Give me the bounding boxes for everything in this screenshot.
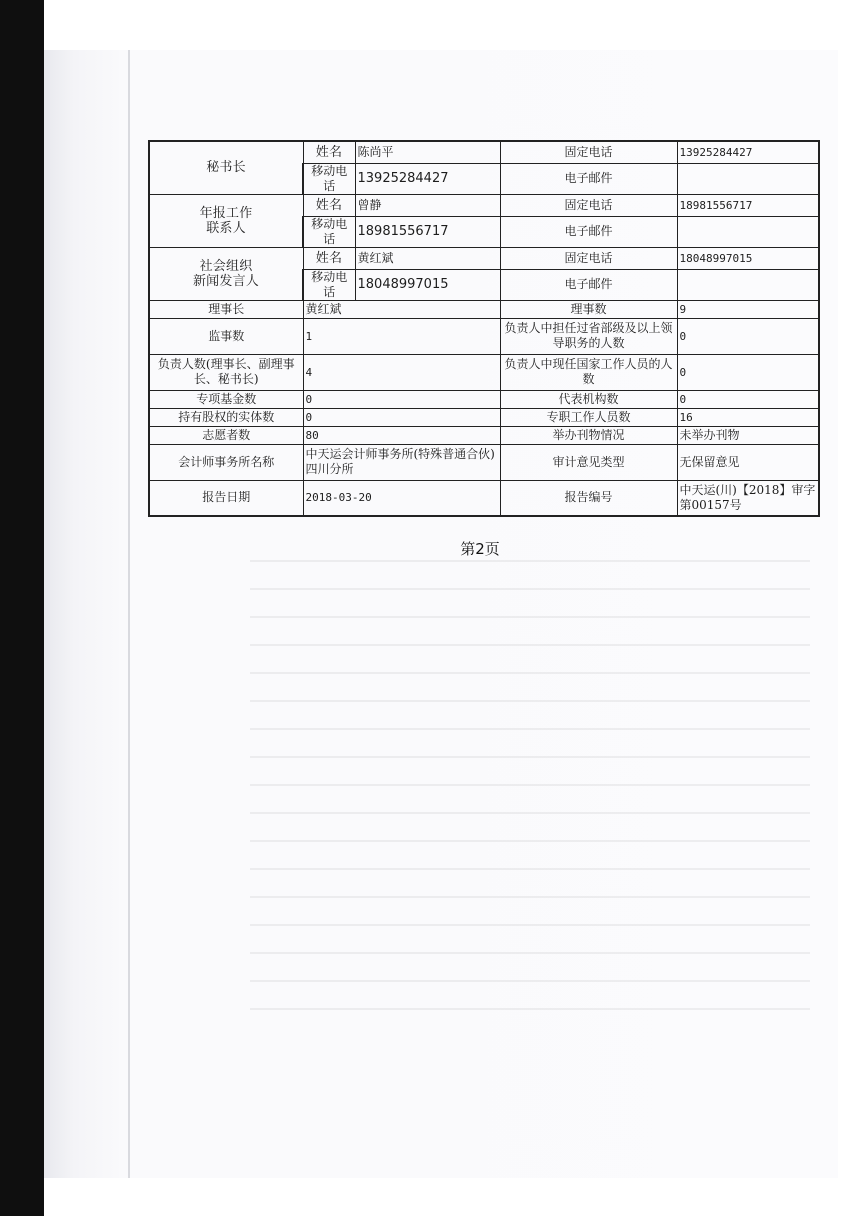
table-row	[149, 480, 819, 516]
table-row	[149, 318, 819, 354]
organization-info-table	[148, 140, 820, 517]
name-label: 姓名	[303, 194, 355, 216]
mobile-label: 移动电话	[303, 269, 355, 300]
spokesperson-mobile: 18048997015	[355, 269, 500, 300]
directors-value: 9	[677, 300, 819, 318]
opinion-value: 无保留意见	[677, 444, 819, 480]
special-funds-value: 0	[303, 390, 500, 408]
firm-label: 会计师事务所名称	[149, 444, 303, 480]
secretary-email	[677, 163, 819, 194]
former-officials-value: 0	[677, 318, 819, 354]
table-row	[149, 247, 819, 269]
former-officials-label: 负责人中担任过省部级及以上领导职务的人数	[500, 318, 677, 354]
table-row	[149, 390, 819, 408]
table-row	[149, 354, 819, 390]
chairman-label: 理事长	[149, 300, 303, 318]
phone-label: 固定电话	[500, 194, 677, 216]
report-date-label: 报告日期	[149, 480, 303, 516]
directors-label: 理事数	[500, 300, 677, 318]
leaders-value: 4	[303, 354, 500, 390]
annual-contact-label-line2: 联系人	[206, 220, 246, 236]
report-date-value: 2018-03-20	[303, 480, 500, 516]
equity-label: 持有股权的实体数	[149, 408, 303, 426]
rep-offices-value: 0	[677, 390, 819, 408]
secretary-phone: 13925284427	[677, 141, 819, 163]
firm-value: 中天运会计师事务所(特殊普通合伙)四川分所	[303, 444, 500, 480]
page-number: 第2页	[460, 540, 500, 558]
chairman-value: 黄红斌	[303, 300, 500, 318]
name-label: 姓名	[303, 247, 355, 269]
scan-border-left	[0, 0, 44, 1216]
table-row	[149, 300, 819, 318]
annual-contact-mobile: 18981556717	[355, 216, 500, 247]
volunteers-label: 志愿者数	[149, 426, 303, 444]
supervisors-value: 1	[303, 318, 500, 354]
secretary-mobile: 13925284427	[355, 163, 500, 194]
supervisors-label: 监事数	[149, 318, 303, 354]
equity-value: 0	[303, 408, 500, 426]
special-funds-label: 专项基金数	[149, 390, 303, 408]
table-row	[149, 408, 819, 426]
spokesperson-email	[677, 269, 819, 300]
annual-contact-name: 曾静	[355, 194, 500, 216]
table-row	[149, 194, 819, 216]
fulltime-value: 16	[677, 408, 819, 426]
email-label: 电子邮件	[500, 216, 677, 247]
email-label: 电子邮件	[500, 163, 677, 194]
publications-value: 未举办刊物	[677, 426, 819, 444]
spokesperson-label-line1: 社会组织	[199, 258, 253, 274]
fulltime-label: 专职工作人员数	[500, 408, 677, 426]
publications-label: 举办刊物情况	[500, 426, 677, 444]
annual-contact-email	[677, 216, 819, 247]
name-label: 姓名	[303, 141, 355, 163]
leaders-label: 负责人数(理事长、副理事长、秘书长)	[149, 354, 303, 390]
phone-label: 固定电话	[500, 141, 677, 163]
table-row	[149, 426, 819, 444]
volunteers-value: 80	[303, 426, 500, 444]
mobile-label: 移动电话	[303, 216, 355, 247]
report-no-label: 报告编号	[500, 480, 677, 516]
bleed-through-text	[250, 560, 810, 1060]
report-no-value: 中天运(川)【2018】审字第00157号	[677, 480, 819, 516]
secretary-name: 陈尚平	[355, 141, 500, 163]
spokesperson-phone: 18048997015	[677, 247, 819, 269]
phone-label: 固定电话	[500, 247, 677, 269]
civil-servants-label: 负责人中现任国家工作人员的人数	[500, 354, 677, 390]
civil-servants-value: 0	[677, 354, 819, 390]
spokesperson-name: 黄红斌	[355, 247, 500, 269]
secretary-label: 秘书长	[149, 141, 303, 194]
annual-contact-label-line1: 年报工作	[199, 205, 253, 221]
mobile-label: 移动电话	[303, 163, 355, 194]
annual-contact-phone: 18981556717	[677, 194, 819, 216]
rep-offices-label: 代表机构数	[500, 390, 677, 408]
annual-contact-label	[149, 194, 303, 247]
opinion-label: 审计意见类型	[500, 444, 677, 480]
page-fold-edge	[128, 50, 130, 1178]
email-label: 电子邮件	[500, 269, 677, 300]
table-row	[149, 444, 819, 480]
table-row	[149, 141, 819, 163]
spokesperson-label-line2: 新闻发言人	[192, 273, 259, 289]
spokesperson-label	[149, 247, 303, 300]
